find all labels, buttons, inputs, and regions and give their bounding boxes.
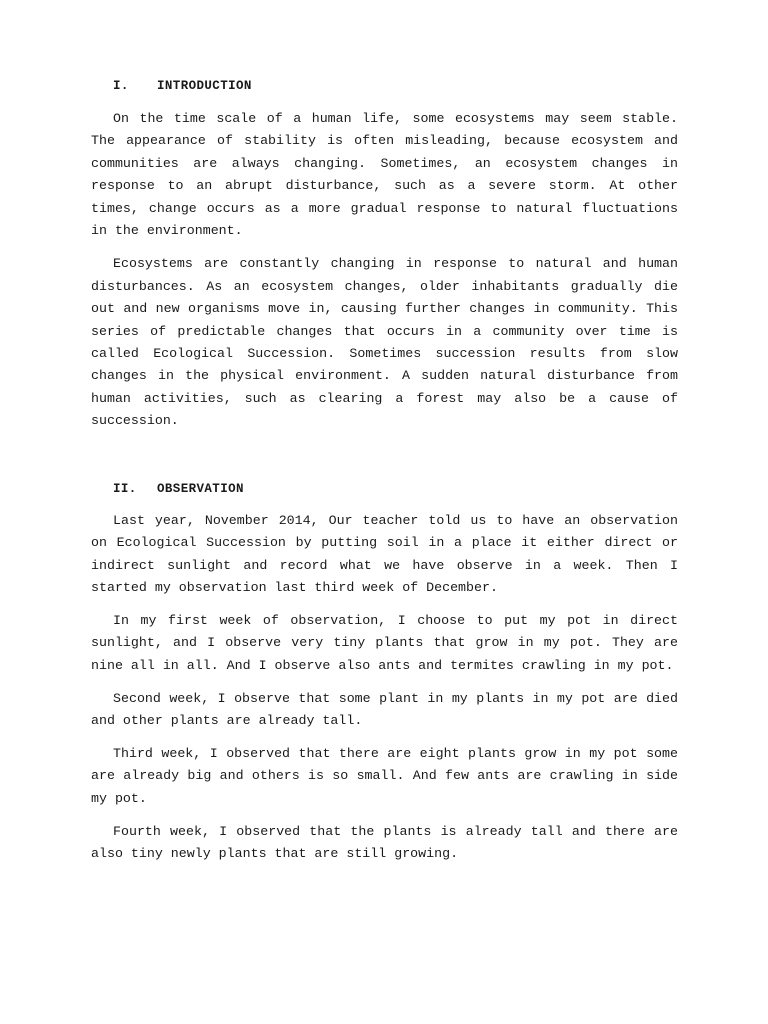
paragraph: In my first week of observation, I choose to put my pot in direct sunlight, and I observe very tiny plants that grow in my pot. They are nine all in all. And I observe also ants and termites crawling in my pot. xyxy=(91,612,678,673)
paragraph: Third week, I observed that there are eight plants grow in my pot some are already big and others is so small. And few ants are crawling in side my pot. xyxy=(91,745,678,806)
section-number: II. xyxy=(113,481,137,496)
paragraph: Fourth week, I observed that the plants is already tall and there are also tiny newly plants that are still growing. xyxy=(91,823,678,861)
section-heading xyxy=(113,479,678,499)
paragraph: Ecosystems are constantly changing in response to natural and human disturbances. As an ecosystem changes, older inhabitants gradually die out and new organisms move in, causing further changes in community. This series of predictable changes that occurs in a community over time is called Ecological Succession. Sometimes succession results from slow changes in the physical environment. A sudden natural disturbance from human activities, such as clearing a forest may also be a cause of succession. xyxy=(91,256,678,429)
section-title: OBSERVATION xyxy=(157,481,244,496)
section-introduction xyxy=(91,76,678,433)
section-heading xyxy=(113,76,678,96)
paragraph: Second week, I observe that some plant in my plants in my pot are died and other plants are already tall. xyxy=(91,690,678,728)
document-page xyxy=(91,76,678,865)
section-number: I. xyxy=(113,79,129,93)
section-observation xyxy=(91,479,678,866)
section-title: INTRODUCTION xyxy=(157,79,252,93)
paragraph: Last year, November 2014, Our teacher told us to have an observation on Ecological Succession by putting soil in a place it either direct or indirect sunlight and record what we have observe in a week. Then I started my observation last third week of December. xyxy=(91,512,678,595)
paragraph: On the time scale of a human life, some ecosystems may seem stable. The appearance of stability is often misleading, because ecosystem and communities are always changing. Sometimes, an ecosystem changes in response to an abrupt disturbance, such as a severe storm. At other times, change occurs as a more gradual response to natural fluctuations in the environment. xyxy=(91,111,678,239)
